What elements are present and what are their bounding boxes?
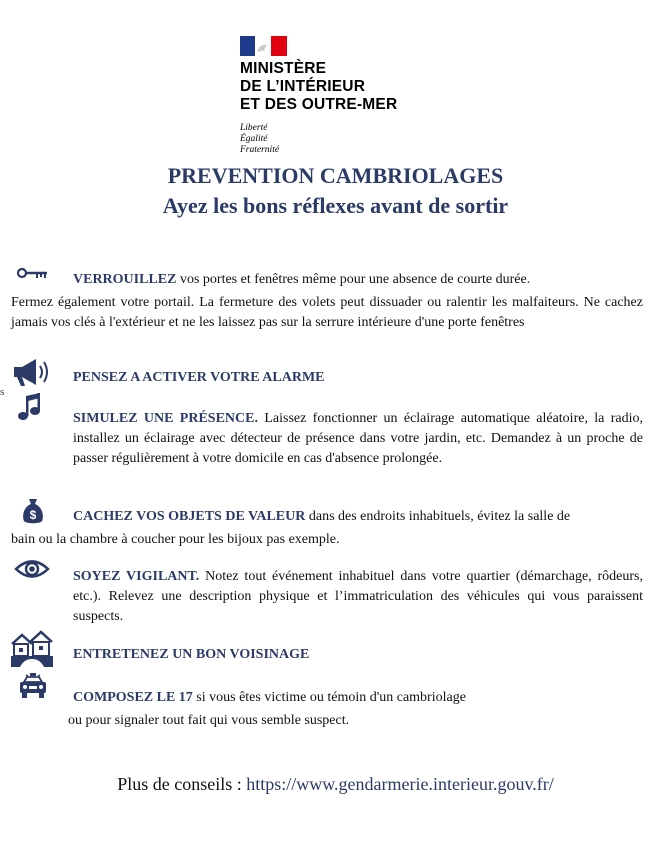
ministry-name [240, 60, 460, 114]
neighbourhood-icon [10, 630, 54, 668]
lock-heading-line [73, 270, 643, 290]
call-line1-text: si vous êtes victime ou témoin d'un cambriolage [192, 690, 466, 705]
neighbours-keyword: ENTRETENEZ UN BON VOISINAGE [73, 647, 310, 662]
call-keyword: COMPOSEZ LE 17 [73, 690, 193, 705]
lock-keyword: VERROUILLEZ [73, 272, 177, 287]
alarm-heading [73, 368, 325, 388]
presence-keyword: SIMULEZ UNE PRÉSENCE. [73, 411, 258, 426]
vigilant-text: Notez tout événement inhabituel dans votre quartier (démarchage, rôdeurs, etc.). Relevez une description physique et l’immatriculation des véhicules qui vous paraissent suspects. [73, 569, 643, 624]
alarm-keyword: PENSEZ A ACTIVER VOTRE ALARME [73, 370, 325, 385]
motto-egalite: Égalité [240, 134, 268, 144]
motto-fraternite: Fraternité [240, 145, 280, 155]
money-bag-icon [21, 497, 45, 525]
ministry-line-2: DE L’INTÉRIEUR [240, 78, 366, 95]
presence-text: Laissez fonctionner un éclairage automatique aléatoire, la radio, installez un éclairage avec détecteur de présence dans votre jardin, etc. Demandez à un proche de passer régulièrement à votre domicile en cas d'absence prolongée. [73, 411, 643, 466]
footer-prefix: Plus de conseils : [117, 774, 247, 794]
lock-line1-text: vos portes et fenêtres même pour une absence de courte durée. [176, 272, 531, 287]
valuables-line2: bain ou la chambre à coucher pour les bijoux pas exemple. [11, 532, 340, 547]
police-car-icon [17, 672, 49, 702]
valuables-line1-text: dans des endroits inhabituels, évitez la salle de [305, 509, 571, 524]
stray-character: s [0, 386, 5, 398]
republic-motto [240, 123, 279, 156]
valuables-heading-line [73, 507, 643, 527]
neighbours-heading [73, 645, 309, 665]
call-heading-line [73, 688, 466, 708]
valuables-keyword: CACHEZ VOS OBJETS DE VALEUR [73, 509, 306, 524]
svg-text:$: $ [29, 508, 37, 522]
republic-flag-logo [240, 36, 287, 56]
gendarmerie-link[interactable]: https://www.gendarmerie.interieur.gouv.fr/ [246, 774, 554, 794]
ministry-line-3: ET DES OUTRE-MER [240, 96, 398, 113]
page-subtitle: Ayez les bons réflexes avant de sortir [162, 193, 509, 218]
megaphone-icon [12, 356, 52, 388]
page-title: PREVENTION CAMBRIOLAGES [167, 163, 504, 188]
motto-liberte: Liberté [240, 123, 268, 133]
key-icon [17, 266, 49, 280]
eye-icon [14, 558, 50, 580]
ministry-line-1: MINISTÈRE [240, 60, 327, 77]
footer-advice [0, 774, 671, 795]
presence-paragraph [73, 409, 643, 469]
music-note-icon [16, 392, 44, 422]
vigilant-keyword: SOYEZ VIGILANT. [73, 569, 200, 584]
vigilant-paragraph [73, 567, 643, 627]
lock-body: Fermez également votre portail. La fermeture des volets peut dissuader ou ralentir les malfaiteurs. Ne cachez jamais vos clés à l'extérieur et ne les laissez pas sur la serrure intérieure d'une porte fenêtres [11, 295, 643, 330]
call-line2: ou pour signaler tout fait qui vous semble suspect. [68, 713, 350, 728]
